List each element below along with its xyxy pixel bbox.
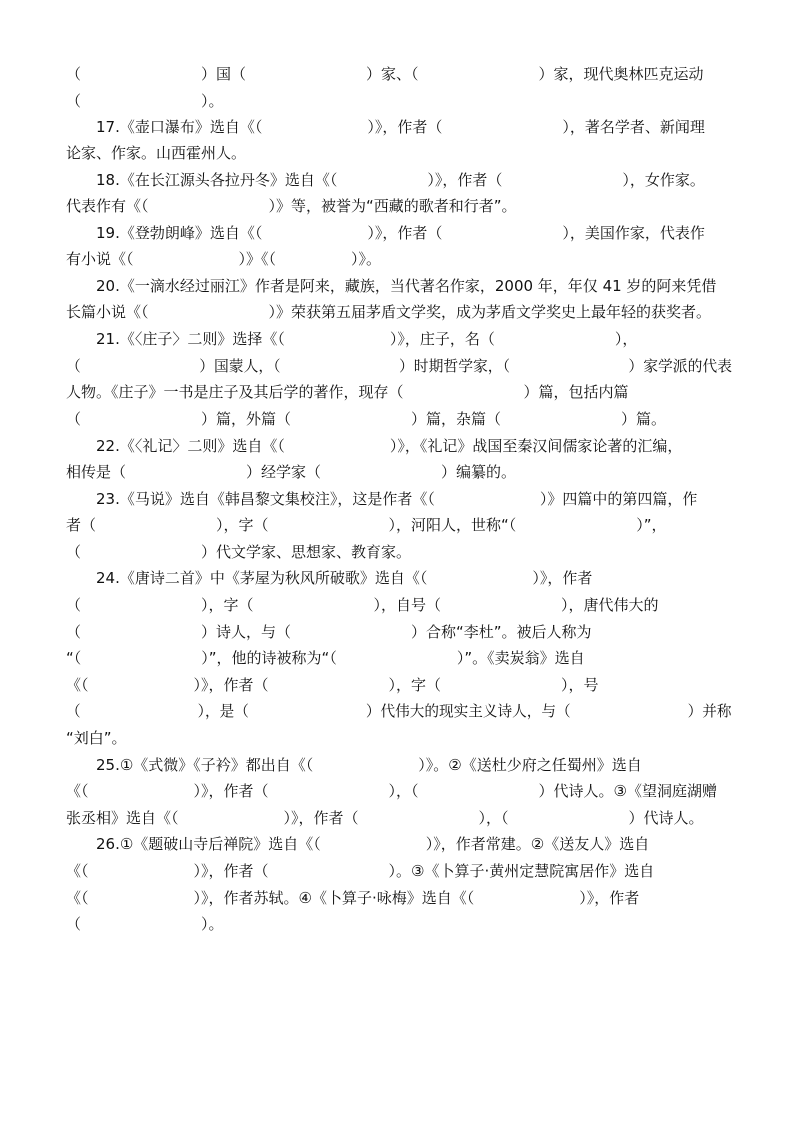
text-line: 19.《登勃朗峰》选自《（ ）》，作者（ ），美国作家，代表作 [66, 224, 705, 242]
text-line: 20.《一滴水经过丽江》作者是阿来，藏族，当代著名作家，2000 年，年仅 41 岁的阿来凭借 [66, 277, 717, 295]
text-line: 相传是（ ）经学家（ ）编纂的。 [66, 463, 517, 481]
text-line: 22.《〈礼记〉二则》选自《（ ）》，《礼记》战国至秦汉间儒家论著的汇编， [66, 437, 683, 455]
text-line: 者（ ），字（ ），河阳人，世称“（ ）”， [66, 516, 667, 534]
text-line: （ ）代文学家、思想家、教育家。 [66, 543, 412, 561]
text-line: 18.《在长江源头各拉丹冬》选自《（ ）》，作者（ ），女作家。 [66, 171, 705, 189]
text-line: 《（ ）》，作者苏轼。④《卜算子·咏梅》选自《（ ）》，作者 [66, 889, 640, 907]
text-line: （ ）国蒙人，（ ）时期哲学家，（ ）家学派的代表 [66, 357, 733, 375]
text-line: 论家、作家。山西霍州人。 [66, 144, 247, 162]
text-line: （ ），字（ ），自号（ ），唐代伟大的 [66, 596, 659, 614]
text-line: 17.《壶口瀑布》选自《（ ）》，作者（ ），著名学者、新闻理 [66, 118, 705, 136]
text-line: （ ）国（ ）家、（ ）家，现代奥林匹克运动 [66, 65, 704, 83]
text-line: 有小说《（ ）》《（ ）》。 [66, 250, 382, 268]
text-line: 23.《马说》选自《韩昌黎文集校注》，这是作者《（ ）》四篇中的第四篇，作 [66, 490, 698, 508]
text-line: 《（ ）》，作者（ ）。③《卜算子·黄州定慧院寓居作》选自 [66, 862, 655, 880]
text-line: 21.《〈庄子〉二则》选择《（ ）》，庄子，名（ ）， [66, 330, 638, 348]
text-line: 代表作有《（ ）》等，被誉为“西藏的歌者和行者”。 [66, 197, 517, 215]
text-line: 人物。《庄子》一书是庄子及其后学的著作，现存（ ）篇，包括内篇 [66, 383, 629, 401]
text-line: “（ ）”，他的诗被称为“（ ）”。《卖炭翁》选自 [66, 649, 585, 667]
text-line: 24.《唐诗二首》中《茅屋为秋风所破歌》选自《（ ）》，作者 [66, 569, 593, 587]
text-line: 26.①《题破山寺后禅院》选自《（ ）》，作者常建。②《送友人》选自 [66, 835, 650, 853]
text-line: “刘白”。 [66, 729, 127, 747]
text-line: （ ），是（ ）代伟大的现实主义诗人，与（ ）并称 [66, 702, 732, 720]
text-line: 《（ ）》，作者（ ），（ ）代诗人。③《望洞庭湖赠 [66, 782, 717, 800]
text-line: （ ）诗人，与（ ）合称“李杜”。被后人称为 [66, 623, 592, 641]
text-line: 25.①《式微》《子衿》都出自《（ ）》。②《送杜少府之任蜀州》选自 [66, 756, 642, 774]
text-line: （ ）篇，外篇（ ）篇，杂篇（ ）篇。 [66, 410, 667, 428]
text-line: （ ）。 [66, 92, 224, 110]
text-line: 《（ ）》，作者（ ），字（ ），号 [66, 676, 599, 694]
text-line: 长篇小说《（ ）》荣获第五届茅盾文学奖，成为茅盾文学奖史上最年轻的获奖者。 [66, 303, 712, 321]
text-line: （ ）。 [66, 915, 224, 933]
text-line: 张丞相》选自《（ ）》，作者（ ），（ ）代诗人。 [66, 809, 704, 827]
